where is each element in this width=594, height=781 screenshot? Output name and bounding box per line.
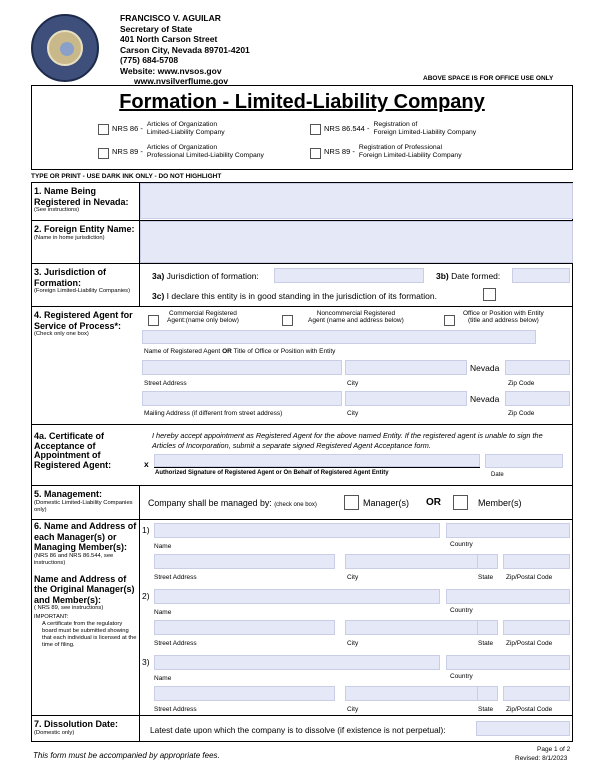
mailing-city-label: City (347, 410, 359, 417)
dissolution-date-field[interactable] (476, 721, 570, 736)
member-3-street-field[interactable] (154, 686, 335, 701)
member-1-state-field[interactable] (477, 554, 498, 569)
or-label: OR (426, 497, 441, 508)
commercial-agent-label: Commercial Registered Agent:(name only below) (167, 310, 239, 324)
agent-name-label: Name of Registered Agent OR Title of Office or Position with Entity (144, 348, 336, 355)
mailing-street-field[interactable] (142, 391, 342, 406)
important-text: A certificate from the regulatory board must be submitted showing that each individual is licensed at the time of filing. (42, 621, 137, 648)
website-link[interactable]: Website: www.nvsos.gov (120, 65, 222, 76)
office-position-checkbox[interactable] (444, 315, 455, 326)
member-1-name-label: Name (154, 543, 172, 550)
member-3-country-field[interactable] (446, 655, 570, 670)
date-formed-field[interactable] (512, 268, 570, 283)
member-2-country-label: Country (450, 607, 473, 614)
office-city: Carson City, Nevada 89701-4201 (120, 44, 250, 55)
noncommercial-agent-checkbox[interactable] (282, 315, 293, 326)
good-standing-checkbox[interactable] (483, 288, 496, 301)
option-nrs89-foreign-checkbox[interactable] (310, 148, 321, 159)
entity-name-field[interactable] (140, 183, 573, 219)
office-phone: (775) 684-5708 (120, 55, 179, 65)
mailing-state-label: Nevada (470, 394, 500, 404)
section-1-sub: (See instructions) (34, 207, 80, 213)
dissolution-label: Latest date upon which the company is to dissolve (if existence is not perpetual): (150, 725, 446, 735)
member-2-street-field[interactable] (154, 620, 335, 635)
jurisdiction-label: Jurisdiction of formation: (166, 271, 259, 281)
section-7-sub: (Domestic only) (34, 729, 75, 736)
entry-2-number: 2) (142, 591, 150, 601)
section-5: 5. Management: (Domestic Limited-Liability Companies only) Company shall be managed by: (check one box) Manager(s) OR Member(s) (32, 485, 572, 519)
section-4-title: 4. Registered Agent for Service of Process*: (34, 310, 133, 331)
signature-line (154, 467, 480, 468)
option-nrs86-checkbox[interactable] (98, 124, 109, 135)
member-2-street-label: Street Address (154, 640, 197, 647)
member-1-street-field[interactable] (154, 554, 335, 569)
section-6 (32, 519, 572, 715)
section-3-title: 3. Jurisdiction of Formation: (34, 267, 107, 288)
section-5-sub: (Domestic Limited-Liability Companies only) (34, 499, 133, 513)
members-checkbox[interactable] (453, 495, 468, 510)
type-note: TYPE OR PRINT - USE DARK INK ONLY - DO NOT HIGHLIGHT (31, 173, 222, 180)
member-1-street-label: Street Address (154, 574, 197, 581)
agent-zip-field[interactable] (505, 360, 570, 375)
option-nrs86544: NRS 86.544 - Registration of Foreign Limited-Liability Company (324, 121, 477, 136)
signature-field[interactable] (154, 454, 480, 467)
city-label: City (347, 380, 359, 387)
member-2-name-field[interactable] (154, 589, 440, 604)
acceptance-text: I hereby accept appointment as Registered Agent for the above named Entity. If the registered agent is unable to sign the Articles of Incorporation, submit a separate signed Registered Agent Acceptance form. (152, 431, 543, 450)
acceptance-date-label: Date (491, 472, 504, 478)
member-3-zip-label: Zip/Postal Code (506, 706, 553, 713)
member-3-zip-field[interactable] (503, 686, 570, 701)
member-1-country-field[interactable] (446, 523, 570, 538)
member-3-city-label: City (347, 706, 359, 713)
form-title-box (31, 85, 573, 170)
member-2-state-field[interactable] (477, 620, 498, 635)
nevada-state-seal (31, 14, 99, 82)
section-3-sub: (Foreign Limited-Liability Companies) (34, 288, 131, 294)
section-2-sub: (Name in home jurisdiction) (34, 234, 105, 241)
noncommercial-agent-label: Noncommercial Registered Agent (name and address below) (308, 310, 404, 324)
section-4a-title: 4a. Certificate of Acceptance of Appointment of Registered Agent: (34, 431, 112, 470)
zip-label: Zip Code (508, 380, 535, 387)
option-nrs86: NRS 86 - Articles of Organization Limited-Liability Company (112, 121, 225, 136)
member-1-zip-label: Zip/Postal Code (506, 574, 553, 581)
section-5-title: 5. Management: (34, 489, 103, 499)
member-3-name-field[interactable] (154, 655, 440, 670)
section-6-title: 6. Name and Address of each Manager(s) or Managing Member(s): (34, 521, 137, 552)
entry-3-number: 3) (142, 657, 150, 667)
section-7 (32, 715, 572, 742)
member-2-name-label: Name (154, 609, 172, 616)
formation-form (31, 182, 573, 742)
commercial-agent-checkbox[interactable] (148, 315, 159, 326)
silverflume-link[interactable]: www.nvsilverflume.gov (134, 76, 229, 86)
signature-label: Authorized Signature of Registered Agent or On Behalf of Registered Agent Entity (155, 470, 389, 476)
member-3-state-field[interactable] (477, 686, 498, 701)
entry-1-number: 1) (142, 525, 150, 535)
office-address: 401 North Carson Street (120, 34, 218, 44)
section-4-sub: (Check only one box) (34, 331, 89, 337)
option-nrs86544-checkbox[interactable] (310, 124, 321, 135)
member-2-city-label: City (347, 640, 359, 647)
office-position-label: Office or Position with Entity (title and address below) (463, 310, 544, 324)
member-1-city-field[interactable] (345, 554, 498, 569)
agent-street-field[interactable] (142, 360, 342, 375)
member-3-country-label: Country (450, 673, 473, 680)
managers-label: Manager(s) (363, 498, 410, 508)
fees-note: This form must be accompanied by appropriate fees. (33, 751, 220, 760)
section-2-title: 2. Foreign Entity Name: (34, 224, 135, 234)
section-3: 3. Jurisdiction of Formation: (Foreign Limited-Liability Companies) 3a) Jurisdiction of formation: 3b) Date formed: 3c) I declare this entity is in good standing in the jurisdiction of its formation. (32, 263, 572, 306)
member-2-zip-field[interactable] (503, 620, 570, 635)
section-6-sub: (NRS 86 and NRS 86.544, see instructions) (34, 552, 114, 566)
mailing-zip-field[interactable] (505, 391, 570, 406)
member-3-street-label: Street Address (154, 706, 197, 713)
section-4 (32, 306, 572, 424)
street-label: Street Address (144, 380, 187, 387)
good-standing-label: I declare this entity is in good standing in the jurisdiction of its formation. (166, 291, 437, 301)
foreign-entity-name-field[interactable] (140, 221, 573, 263)
agent-state-label: Nevada (470, 363, 500, 373)
member-2-country-field[interactable] (446, 589, 570, 604)
section-6-sub-2: ( NRS 89, see instructions) (34, 605, 104, 611)
date-formed-label: Date formed: (451, 271, 501, 281)
member-2-zip-label: Zip/Postal Code (506, 640, 553, 647)
mailing-city-field[interactable] (345, 391, 467, 406)
member-3-state-label: State (478, 706, 494, 713)
option-nrs89: NRS 89 - Articles of Organization Professional Limited-Liability Company (112, 144, 264, 159)
form-title: Formation - Limited-Liability Company (119, 91, 485, 113)
member-2-city-field[interactable] (345, 620, 498, 635)
office-use-note: ABOVE SPACE IS FOR OFFICE USE ONLY (423, 75, 554, 82)
acceptance-date-field[interactable] (485, 454, 563, 468)
member-1-city-label: City (347, 574, 359, 581)
managers-checkbox[interactable] (344, 495, 359, 510)
member-1-country-label: Country (450, 541, 473, 548)
members-label: Member(s) (478, 498, 522, 508)
section-1-title: 1. Name Being Registered in Nevada: (34, 186, 129, 207)
option-nrs89-checkbox[interactable] (98, 148, 109, 159)
member-2-state-label: State (478, 640, 494, 647)
mailing-label: Mailing Address (if different from street address) (144, 410, 283, 417)
secretary-title: Secretary of State (120, 23, 193, 34)
section-1 (32, 183, 572, 220)
revision-date: Revised: 8/1/2023 (515, 755, 568, 762)
member-3-city-field[interactable] (345, 686, 498, 701)
signature-x: x (144, 459, 149, 469)
agent-name-field[interactable] (142, 330, 536, 344)
page-number: Page 1 of 2 (537, 746, 571, 753)
member-1-zip-field[interactable] (503, 554, 570, 569)
secretary-name: FRANCISCO V. AGUILAR (120, 13, 221, 23)
member-3-name-label: Name (154, 675, 172, 682)
managed-by-label: Company shall be managed by: (148, 498, 272, 508)
section-6-title-2: Name and Address of the Original Manager(s) and Member(s): (34, 573, 135, 605)
member-1-name-field[interactable] (154, 523, 440, 538)
section-2 (32, 220, 572, 263)
important-label: IMPORTANT: (34, 614, 69, 620)
agent-city-field[interactable] (345, 360, 467, 375)
member-1-state-label: State (478, 574, 494, 581)
option-nrs89-foreign: NRS 89 - Registration of Professional Foreign Limited-Liability Company (324, 144, 462, 159)
section-4a (32, 424, 572, 485)
section-7-title: 7. Dissolution Date: (34, 719, 119, 729)
mailing-zip-label: Zip Code (508, 410, 535, 417)
jurisdiction-field[interactable] (274, 268, 424, 283)
